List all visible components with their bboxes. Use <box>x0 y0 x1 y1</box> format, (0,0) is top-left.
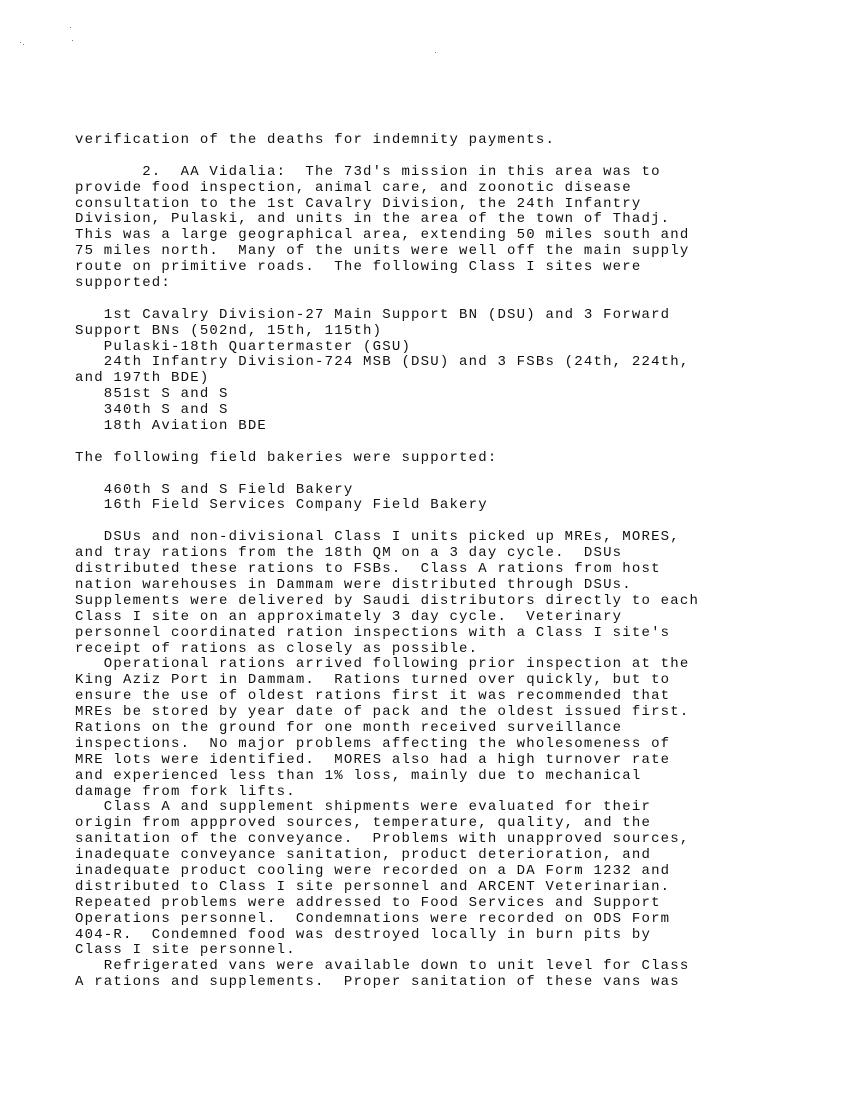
scan-speck <box>23 44 24 45</box>
blank-line <box>75 292 699 308</box>
text-line: 851st S and S <box>75 386 229 403</box>
text-line: and 197th BDE) <box>75 370 210 387</box>
text-line: inspections. No major problems affecting the wholesomeness of <box>75 735 671 752</box>
text-line: 24th Infantry Division-724 MSB (DSU) and 3 FSBs (24th, 224th, <box>75 354 690 371</box>
text-line: Class I site personnel. <box>75 942 296 959</box>
text-line: 2. AA Vidalia: The 73d's mission in this area was to <box>75 163 661 180</box>
text-line: supported: <box>75 275 172 292</box>
text-line: DSUs and non-divisional Class I units picked up MREs, MORES, <box>75 529 680 546</box>
text-line: 75 miles north. Many of the units were well off the main supply <box>75 243 690 260</box>
text-line: Division, Pulaski, and units in the area of the town of Thadj. <box>75 211 671 228</box>
text-line: distributed these rations to FSBs. Class A rations from host <box>75 561 661 578</box>
text-line: Pulaski-18th Quartermaster (GSU) <box>75 338 412 355</box>
text-line: Class A and supplement shipments were evaluated for their <box>75 799 652 816</box>
text-line: distributed to Class I site personnel and ARCENT Veterinarian. <box>75 878 671 895</box>
text-line: provide food inspection, animal care, and zoonotic disease <box>75 179 632 196</box>
blank-line <box>75 467 699 483</box>
text-line: ensure the use of oldest rations first it was recommended that <box>75 688 671 705</box>
text-line: personnel coordinated ration inspections with a Class I site's <box>75 624 671 641</box>
text-line: Support BNs (502nd, 15th, 115th) <box>75 322 383 339</box>
text-line: Supplements were delivered by Saudi distributors directly to each <box>75 592 700 609</box>
text-line: Operations personnel. Condemnations were recorded on ODS Form <box>75 910 671 927</box>
text-line: 1st Cavalry Division-27 Main Support BN (DSU) and 3 Forward <box>75 306 671 323</box>
text-line: inadequate product cooling were recorded on a DA Form 1232 and <box>75 862 671 879</box>
text-line: 340th S and S <box>75 402 229 419</box>
text-line: Class I site on an approximately 3 day cycle. Veterinary <box>75 608 623 625</box>
blank-line <box>75 435 699 451</box>
text-line: route on primitive roads. The following Class I sites were <box>75 259 642 276</box>
text-line: 18th Aviation BDE <box>75 418 268 435</box>
text-line: The following field bakeries were supported: <box>75 449 498 466</box>
text-line: Operational rations arrived following prior inspection at the <box>75 656 690 673</box>
text-line: MREs be stored by year date of pack and the oldest issued first. <box>75 704 690 721</box>
text-line: consultation to the 1st Cavalry Division, the 24th Infantry <box>75 195 642 212</box>
text-line: sanitation of the conveyance. Problems with unapproved sources, <box>75 831 690 848</box>
text-line: MRE lots were identified. MORES also had a high turnover rate <box>75 751 671 768</box>
document-body-text <box>75 133 699 991</box>
blank-line <box>75 514 699 530</box>
text-line: verification of the deaths for indemnity payments. <box>75 132 556 148</box>
text-line: origin from appproved sources, temperature, quality, and the <box>75 815 652 832</box>
text-line: Refrigerated vans were available down to unit level for Class <box>75 958 690 975</box>
text-line: inadequate conveyance sanitation, product deterioration, and <box>75 847 652 864</box>
text-line: Rations on the ground for one month received surveillance <box>75 719 623 736</box>
scan-speck <box>70 27 71 28</box>
text-line: damage from fork lifts. <box>75 783 296 800</box>
scan-speck <box>72 40 73 41</box>
text-line: This was a large geographical area, extending 50 miles south and <box>75 227 690 244</box>
text-line: 404-R. Condemned food was destroyed locally in burn pits by <box>75 926 652 943</box>
scan-speck <box>435 52 436 53</box>
text-line: Repeated problems were addressed to Food Services and Support <box>75 894 661 911</box>
scan-speck <box>20 42 21 43</box>
text-line: A rations and supplements. Proper sanitation of these vans was <box>75 974 680 991</box>
text-line: King Aziz Port in Dammam. Rations turned over quickly, but to <box>75 672 671 689</box>
text-line: receipt of rations as closely as possible. <box>75 640 479 657</box>
text-line: nation warehouses in Dammam were distributed through DSUs. <box>75 576 632 593</box>
text-line: and tray rations from the 18th QM on a 3 day cycle. DSUs <box>75 545 623 562</box>
text-line: 460th S and S Field Bakery <box>75 481 354 498</box>
text-line: and experienced less than 1% loss, mainly due to mechanical <box>75 767 642 784</box>
blank-line <box>75 149 699 165</box>
text-line: 16th Field Services Company Field Bakery <box>75 497 488 514</box>
